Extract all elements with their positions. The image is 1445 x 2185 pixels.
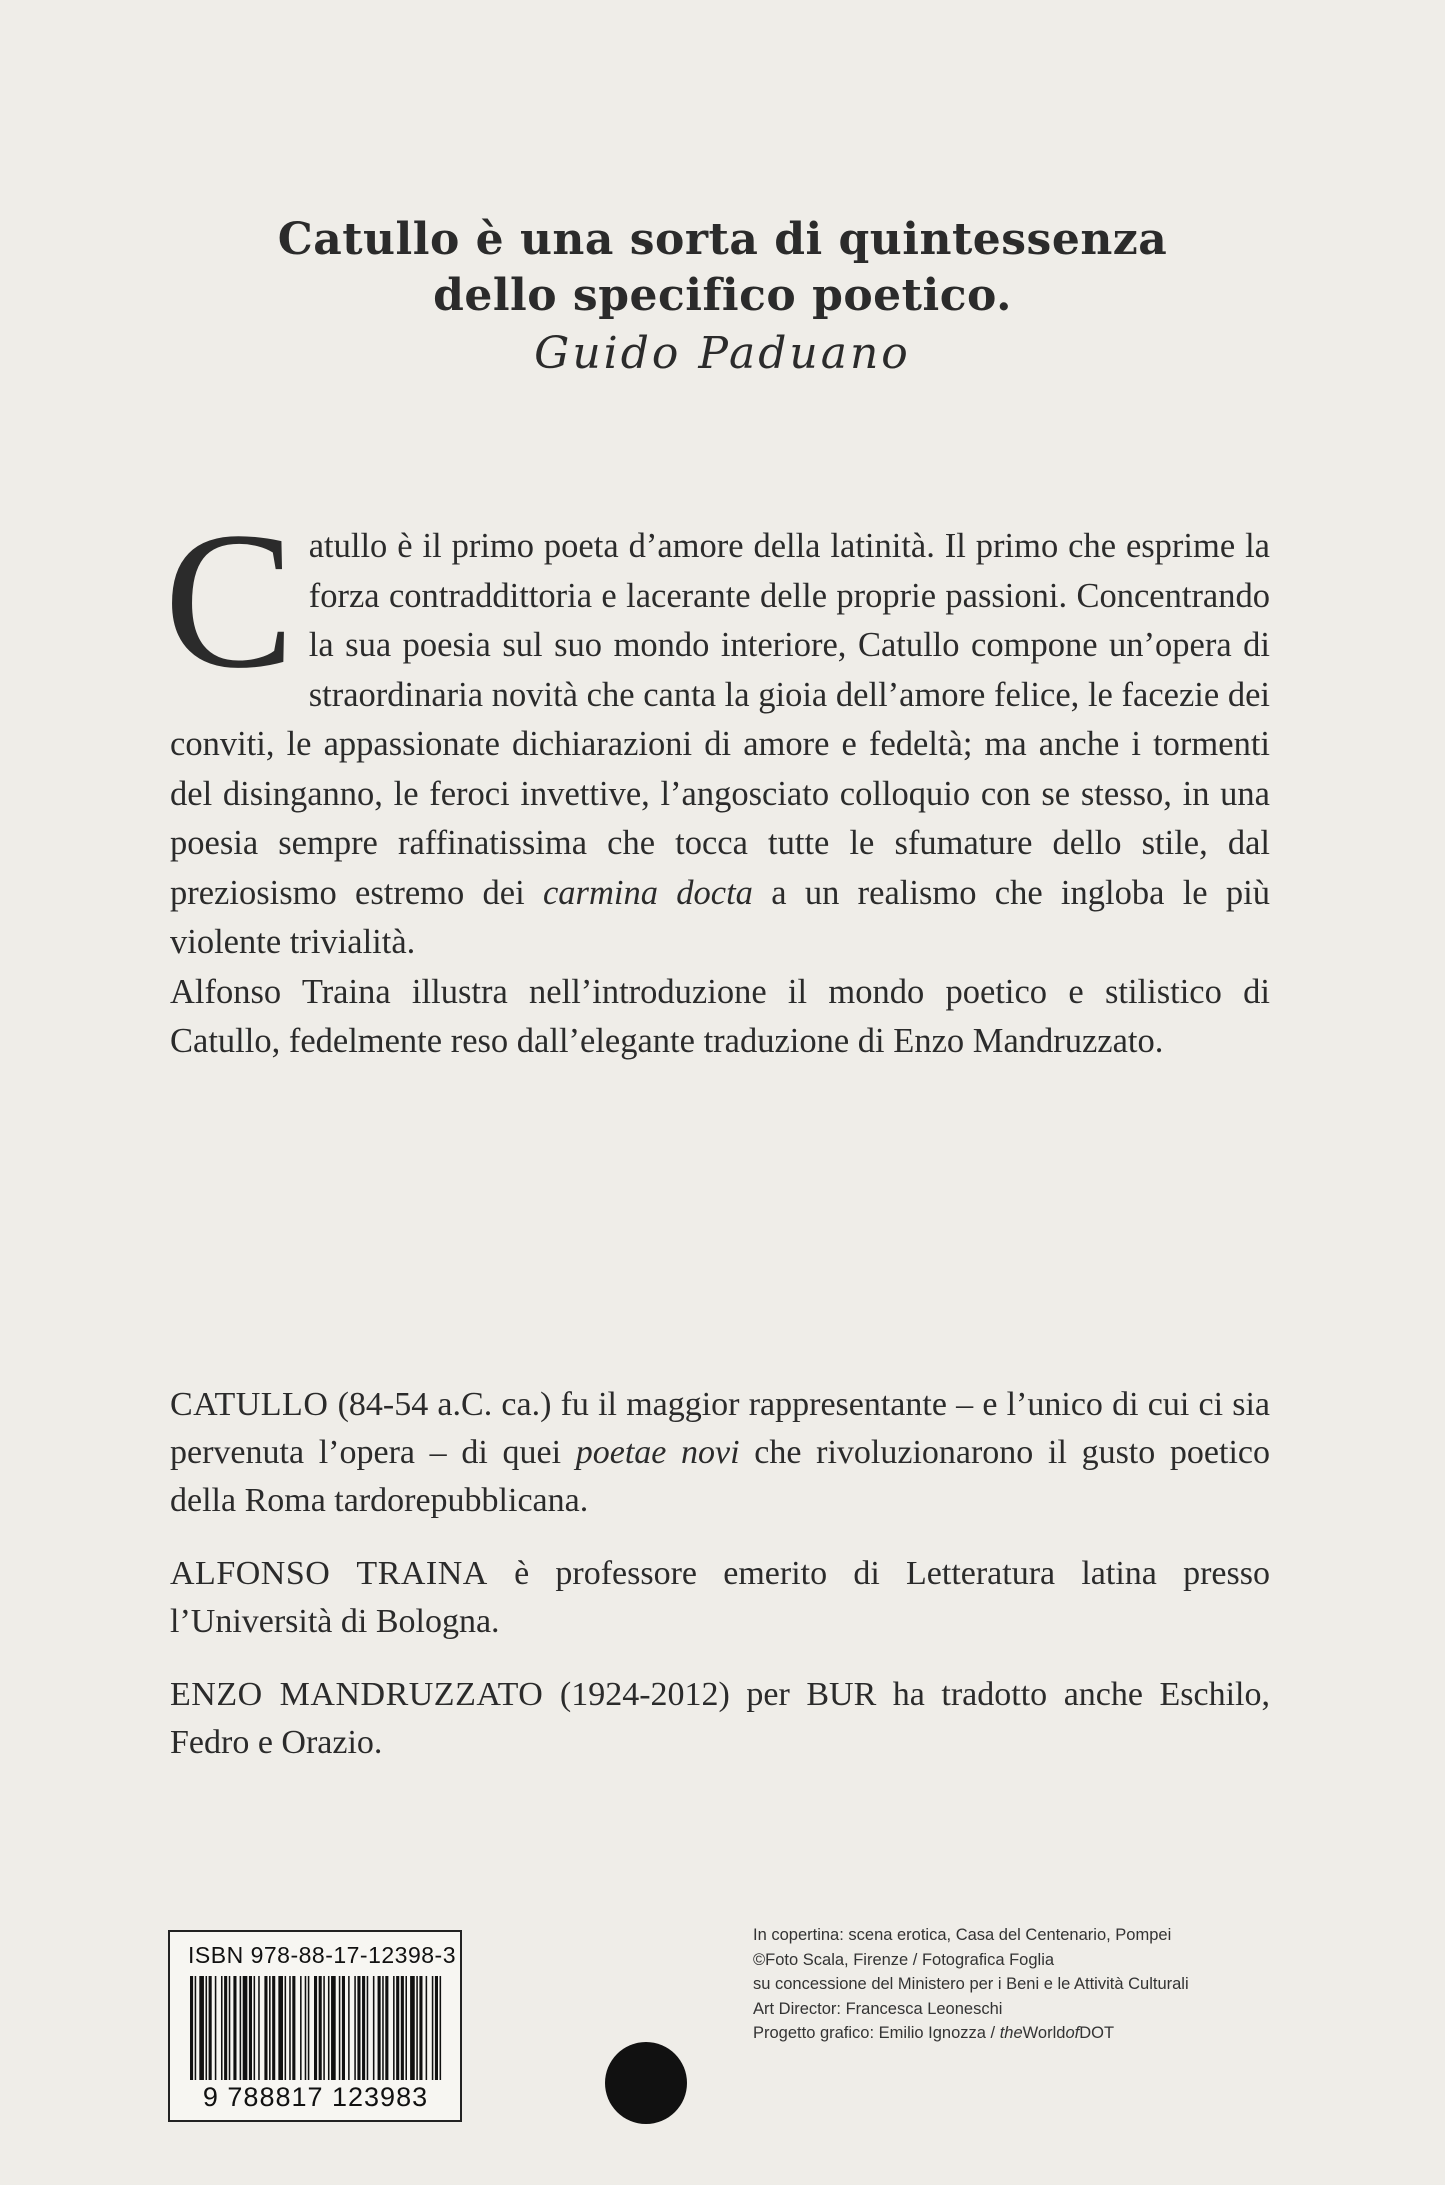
bio-name-mandruzzato: ENZO MANDRUZZATO [170, 1676, 544, 1713]
author-bios [170, 1381, 1270, 1792]
credit-line-5-text: Progetto grafico: Emilio Ignozza / [753, 2024, 1000, 2042]
bio-traina [170, 1550, 1270, 1646]
quote-line-2: dello specifico poetico. [433, 270, 1012, 321]
bio-text-catullo-a: (84-54 a.C. ca.) fu il maggior rappresentante – e l’unico di cui ci sia pervenuta l’opera – di quei [170, 1386, 1270, 1471]
blurb-paragraph-1 [164, 492, 1270, 968]
credit-the: the [999, 2024, 1023, 2042]
bio-name-catullo: CATULLO [170, 1386, 329, 1423]
isbn-barcode [168, 1930, 462, 2122]
credit-line-2: ©Foto Scala, Firenze / Fotografica Foglia [753, 1950, 1055, 1969]
blurb-italic-title: carmina docta [542, 873, 753, 912]
credit-line-1: In copertina: scena erotica, Casa del Centenario, Pompei [753, 1926, 1172, 1944]
bio-name-traina: ALFONSO TRAINA [170, 1555, 488, 1592]
ean-digits: 9 788817 123983 [202, 2082, 429, 2112]
bio-text-catullo-b: che rivoluzionarono il gusto poetico della Roma tardorepubblicana. [170, 1434, 1271, 1519]
bio-catullo [170, 1381, 1270, 1525]
publisher-dot-logo-icon [605, 2042, 687, 2124]
blurb-paragraph-2: Alfonso Traina illustra nell’introduzione il mondo poetico e stilistico di Catullo, fedelmente reso dall’elegante traduzione di Enzo Mandruzzato. [170, 972, 1270, 1060]
quote-line-1: Catullo è una sorta di quintessenza [277, 214, 1168, 265]
cover-credits [753, 1923, 1313, 2046]
bio-italic-poetae-novi: poetae novi [575, 1434, 740, 1471]
epigraph-quote [0, 212, 1445, 382]
quote-author: Guido Paduano [534, 328, 911, 379]
bio-text-traina: è professore emerito di Letteratura latina presso l’Università di Bologna. [170, 1555, 1270, 1640]
barcode-bars-icon [190, 1976, 442, 2080]
credit-line-3: su concessione del Ministero per i Beni e le Attività Culturali [753, 1975, 1189, 1993]
blurb-text-1-end: a un realismo che ingloba le più violente trivialità. [170, 873, 1270, 961]
credit-dot: DOT [1079, 2024, 1115, 2042]
description-blurb [164, 492, 1270, 1067]
credit-of: of [1065, 2024, 1080, 2042]
drop-cap: C [164, 492, 295, 709]
credit-line-5 [753, 2021, 1313, 2046]
bio-text-mandruzzato: (1924-2012) per BUR ha tradotto anche Eschilo, Fedro e Orazio. [170, 1676, 1270, 1761]
blurb-text-1: atullo è il primo poeta d’amore della latinità. Il primo che esprime la forza contraddittoria e lacerante delle proprie passioni. Concentrando la sua poesia sul suo mondo interiore, Catullo compone un’opera di straordinaria novità che canta la gioia dell’amore felice, le facezie dei conviti, le appassionate dichiarazioni di amore e fedeltà; ma anche i tormenti del disinganno, le feroci invettive, l’angosciato colloquio con se stesso, in una poesia sempre raffinatissima che tocca tutte le sfumature dello stile, dal preziosismo estremo dei [170, 527, 1270, 912]
credit-world: World [1022, 2024, 1066, 2042]
bio-mandruzzato [170, 1671, 1270, 1767]
isbn-label: ISBN 978-88-17-12398-3 [188, 1942, 456, 1968]
credit-line-4: Art Director: Francesca Leoneschi [753, 1999, 1003, 2018]
